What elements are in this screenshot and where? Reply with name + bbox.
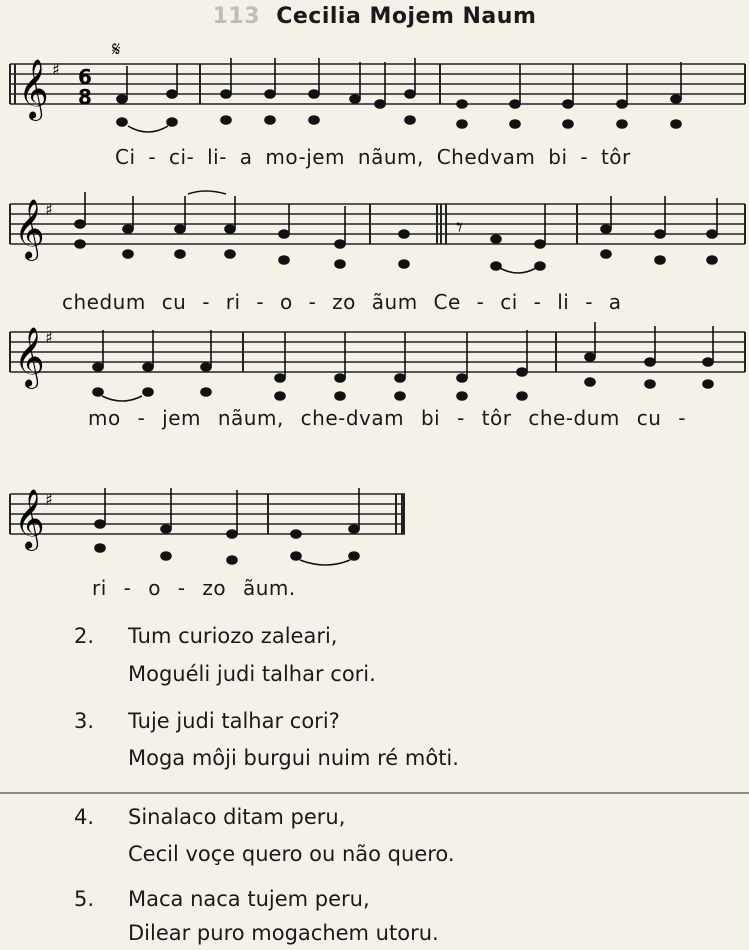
verse-line: Maca naca tujem peru, [128, 887, 370, 911]
lyrics-line-2: chedum cu - ri - o - zo ãum Ce - ci - li - a [62, 290, 622, 314]
tie-5 [300, 560, 350, 565]
key-signature-sharp: ♯ [45, 200, 53, 219]
key-signature-sharp: ♯ [45, 328, 53, 347]
tie-4 [102, 396, 142, 401]
notes-system-1 [117, 58, 681, 128]
treble-clef: 𝄞 [18, 59, 49, 119]
lyrics-line-3: mo - jem nãum, che-dvam bi - tôr che-dum cu - [88, 406, 686, 430]
lyrics-line-1: Ci - ci- li- a mo-jem nãum, Chedvam bi - tôr [115, 145, 631, 169]
treble-clef: 𝄞 [14, 489, 45, 549]
verse-number: 3. [74, 709, 95, 733]
treble-clef: 𝄞 [14, 327, 45, 387]
tie-3 [188, 191, 226, 194]
lyrics-line-4: ri - o - zo ãum. [92, 576, 296, 600]
song-title [0, 4, 749, 29]
staff-system-3 [0, 312, 749, 402]
staff-system-4 [0, 476, 749, 576]
verse-line: Cecil voçe quero ou não quero. [128, 842, 455, 866]
notes-system-3 [93, 322, 713, 400]
staff-system-1 [0, 40, 749, 150]
verse-line: Moguéli judi talhar cori. [128, 662, 376, 686]
time-signature-bottom: 8 [78, 85, 92, 109]
verse-number: 2. [74, 624, 95, 648]
key-signature-sharp: ♯ [45, 490, 53, 509]
notes-system-4 [95, 488, 359, 564]
verse-line: Tum curiozo zaleari, [128, 624, 338, 648]
staff-system-2 [0, 190, 749, 280]
verse-number: 4. [74, 805, 95, 829]
rest-symbol: 𝄾 [456, 213, 463, 243]
tie-2 [500, 268, 536, 273]
verse-line: Tuje judi talhar cori? [128, 709, 340, 733]
song-number: 113 [212, 4, 261, 29]
treble-clef: 𝄞 [14, 199, 45, 259]
verse-number: 5. [74, 887, 95, 911]
tie-1 [128, 126, 168, 132]
segno-sign: 𝄋 [112, 40, 121, 61]
verse-line: Moga môji burgui nuim ré môti. [128, 746, 459, 770]
verse-line: Dilear puro mogachem utoru. [128, 921, 439, 945]
verse-line: Sinalaco ditam peru, [128, 805, 346, 829]
key-signature-sharp: ♯ [52, 60, 60, 79]
divider-rule [0, 792, 749, 794]
song-title-text: Cecilia Mojem Naum [276, 4, 537, 29]
time-signature-top: 6 [78, 65, 92, 89]
